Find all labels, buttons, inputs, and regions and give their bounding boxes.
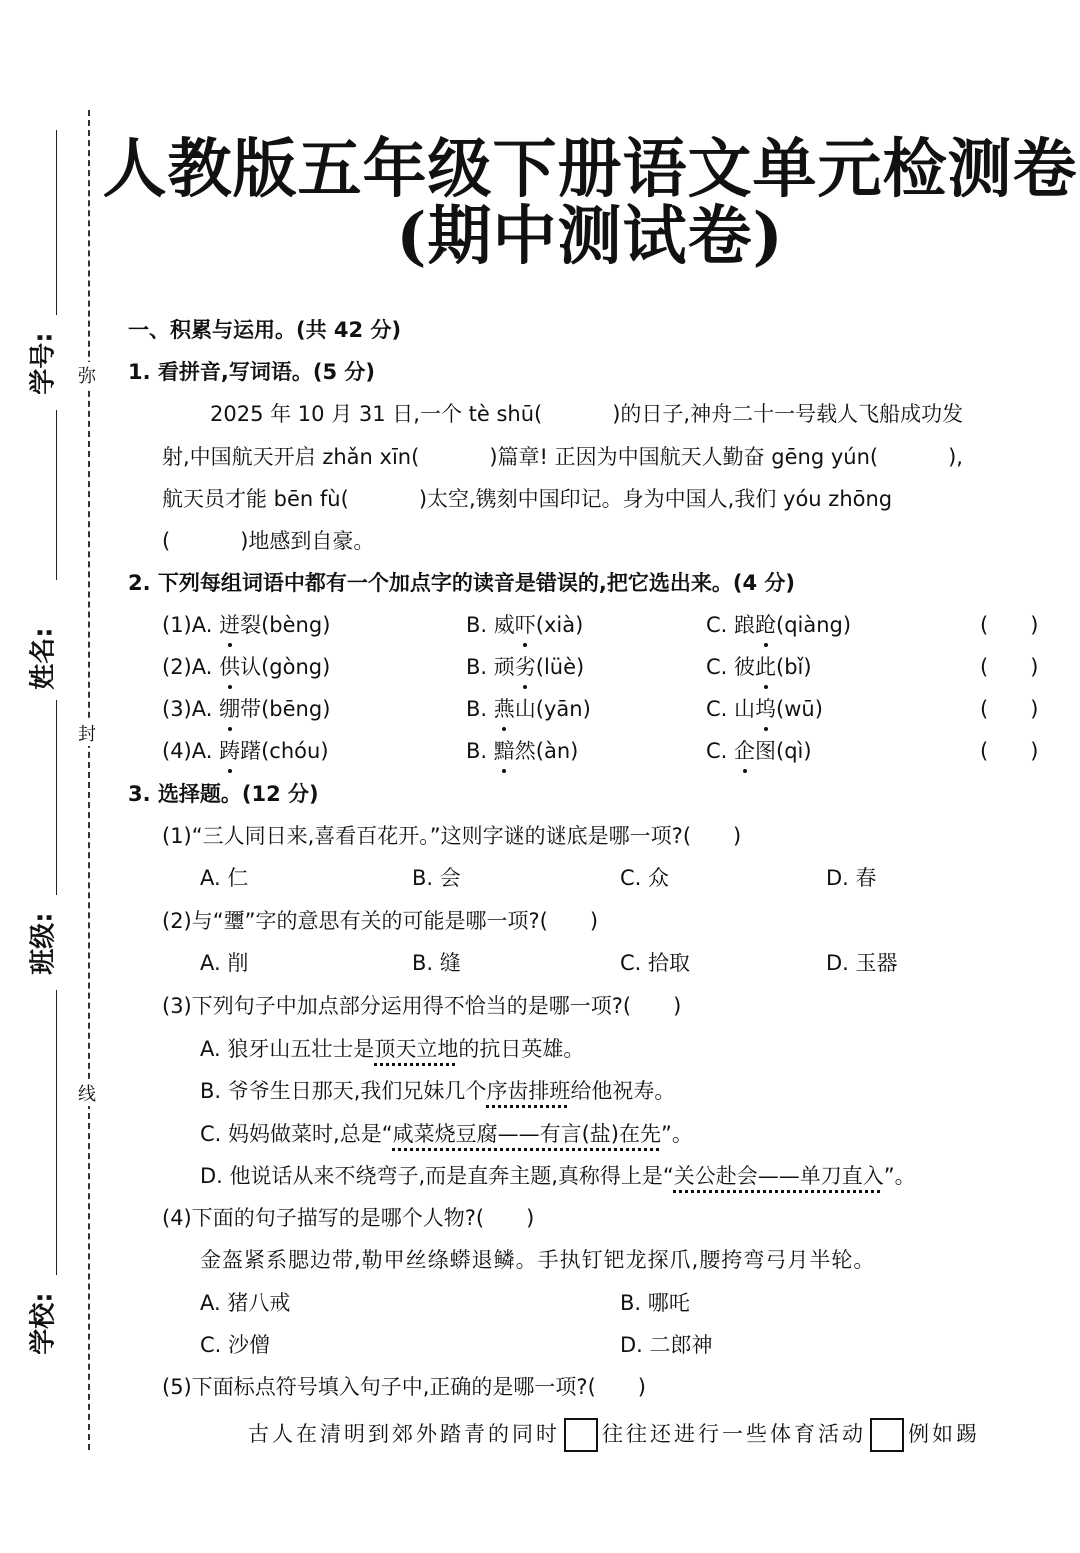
q2-row-num: (2)A. [162, 655, 213, 679]
option-text: B. 威 [466, 613, 515, 637]
q2-row-2-a [162, 651, 330, 681]
q3-1-option-b[interactable]: B. 会 [412, 866, 461, 890]
option-text: 带(bēng) [240, 697, 331, 721]
option-text: ”。 [883, 1164, 916, 1188]
q3-4-option-a[interactable]: A. 猪八戒 [200, 1291, 291, 1315]
option-text: C. 踉 [706, 613, 756, 637]
option-text: 认(gòng) [240, 655, 331, 679]
option-text: 裂(bèng) [240, 613, 331, 637]
q3-3-option-c[interactable] [200, 1118, 693, 1148]
q3-1-option-a[interactable]: A. 仁 [200, 866, 249, 890]
punctuation-box-1[interactable] [564, 1418, 598, 1452]
option-text: (qiàng) [776, 613, 852, 637]
q2-row-num: (4)A. [162, 739, 213, 763]
sidebar-label-xuexiao: 学校: [28, 1292, 59, 1355]
q3-5-question: (5)下面标点符号填入句子中,正确的是哪一项?( ) [162, 1375, 646, 1399]
q1-heading: 1. 看拼音,写词语。(5 分) [128, 360, 375, 384]
q2-row-1-c [706, 609, 851, 639]
sidebar-label-banji: 班级: [28, 912, 59, 975]
q2-row-2-b [466, 651, 584, 681]
q3-3-question: (3)下列句子中加点部分运用得不恰当的是哪一项?( ) [162, 994, 682, 1018]
option-text: C. 妈妈做菜时,总是“ [200, 1122, 393, 1146]
q2-row-4-a [162, 735, 329, 765]
q2-row-4-b [466, 735, 578, 765]
q2-row-2-c [706, 651, 812, 681]
dotted-char: 踌 [219, 735, 240, 765]
option-text: B. 顽 [466, 655, 515, 679]
q1-text-3b: )太空,镌刻中国印记。身为中国人,我们 yóu zhōng [418, 487, 893, 511]
q3-2-question: (2)与“瓕”字的意思有关的可能是哪一项?( ) [162, 909, 599, 933]
dotted-char: 迸 [219, 609, 240, 639]
page-subtitle: (期中测试卷) [396, 199, 784, 274]
q3-3-option-d[interactable] [200, 1160, 916, 1190]
q1-text-2b: )篇章! 正因为中国航天人勤奋 gēng yún( [489, 445, 879, 469]
option-text: A. 狼牙山五壮士是 [200, 1037, 375, 1061]
q1-text-4a: ( [162, 529, 171, 553]
q1-line4 [162, 525, 374, 555]
option-text: (lüè) [535, 655, 585, 679]
q3-2-option-c[interactable]: C. 拾取 [620, 951, 691, 975]
sidebar-label-xuehao: 学号: [28, 332, 59, 395]
q2-heading: 2. 下列每组词语中都有一个加点字的读音是错误的,把它选出来。(4 分) [128, 571, 795, 595]
q3-4-question: (4)下面的句子描写的是哪个人物?( ) [162, 1206, 535, 1230]
option-text: 给他祝寿。 [570, 1079, 676, 1103]
option-text: 山(yān) [514, 697, 591, 721]
option-text: B. [466, 697, 494, 721]
sentence-text: 古人在清明到郊外踏青的同时 [248, 1422, 560, 1446]
q3-1-question: (1)“三人同日来,喜看百花开。”这则字谜的谜底是哪一项?( ) [162, 824, 742, 848]
dotted-char: 劣 [515, 651, 536, 681]
q1-text-2c: ), [948, 445, 963, 469]
dotted-char: 绷 [219, 693, 240, 723]
q3-1-option-d[interactable]: D. 春 [826, 866, 877, 890]
q1-text-1b: )的日子,神舟二十一号载人飞船成功发 [612, 402, 964, 426]
q3-heading: 3. 选择题。(12 分) [128, 782, 319, 806]
option-text: 躇(chóu) [240, 739, 329, 763]
punctuation-box-2[interactable] [870, 1418, 904, 1452]
dotted-char: 燕 [494, 693, 515, 723]
seal-char-mi: 弥 [78, 362, 96, 388]
marked-phrase: 关公赴会——单刀直入 [673, 1164, 884, 1188]
seal-char-feng: 封 [78, 720, 96, 746]
q3-4-option-d[interactable]: D. 二郎神 [620, 1333, 713, 1357]
q2-row-num: (3)A. [162, 697, 213, 721]
q1-text-1a: 2025 年 10 月 31 日,一个 tè shū( [210, 402, 543, 426]
option-text: B. [466, 739, 494, 763]
seal-line [88, 110, 90, 1450]
option-text: (xià) [535, 613, 584, 637]
dotted-char: 黯 [494, 735, 515, 765]
q1-text-4b: )地感到自豪。 [240, 529, 375, 553]
q1-line2 [162, 441, 963, 471]
q2-row-4-answer[interactable]: ( ) [980, 739, 1039, 763]
dotted-char: 跄 [755, 609, 776, 639]
option-text: C. [706, 739, 735, 763]
sidebar-label-xingming: 姓名: [28, 627, 59, 690]
dotted-char: 供 [219, 651, 240, 681]
q2-row-3-b [466, 693, 591, 723]
marked-phrase: 序齿排班 [486, 1079, 571, 1103]
q2-row-4-c [706, 735, 812, 765]
q2-row-3-answer[interactable]: ( ) [980, 697, 1039, 721]
dotted-char: 坞 [755, 693, 776, 723]
option-text: 的抗日英雄。 [458, 1037, 585, 1061]
q3-5-sentence [248, 1418, 980, 1452]
q3-4-option-c[interactable]: C. 沙僧 [200, 1333, 271, 1357]
q3-2-option-d[interactable]: D. 玉器 [826, 951, 898, 975]
q2-row-num: (1)A. [162, 613, 213, 637]
q2-row-3-c [706, 693, 823, 723]
q3-1-option-c[interactable]: C. 众 [620, 866, 670, 890]
q1-text-2a: 射,中国航天开启 zhǎn xīn( [162, 445, 420, 469]
sidebar-line-banji [56, 700, 57, 895]
dotted-char: 吓 [515, 609, 536, 639]
q2-row-3-a [162, 693, 330, 723]
dotted-char: 企 [734, 735, 755, 765]
q3-3-option-b[interactable] [200, 1075, 675, 1105]
option-text: 然(àn) [514, 739, 579, 763]
sidebar-line-xuexiao [56, 990, 57, 1275]
option-text: 图(qì) [755, 739, 812, 763]
section-heading: 一、积累与运用。(共 42 分) [128, 318, 402, 342]
option-text: C. 彼 [706, 655, 756, 679]
option-text: ”。 [660, 1122, 693, 1146]
q3-2-option-a[interactable]: A. 削 [200, 951, 249, 975]
option-text: (bǐ) [776, 655, 812, 679]
dotted-char: 此 [755, 651, 776, 681]
marked-phrase: 顶天立地 [374, 1037, 459, 1061]
option-text: C. 山 [706, 697, 756, 721]
seal-char-xian: 线 [78, 1080, 96, 1106]
q3-4-option-b[interactable]: B. 哪吒 [620, 1291, 690, 1315]
page-title: 人教版五年级下册语文单元检测卷 [102, 132, 1078, 207]
q2-row-1-b [466, 609, 583, 639]
q3-3-option-a[interactable] [200, 1033, 584, 1063]
option-text: D. 他说话从来不绕弯子,而是直奔主题,真称得上是“ [200, 1164, 674, 1188]
sidebar-line-xingming [56, 410, 57, 580]
q3-2-option-b[interactable]: B. 缝 [412, 951, 461, 975]
q2-row-1-answer[interactable]: ( ) [980, 613, 1039, 637]
q3-4-quote: 金盔紧系腮边带,勒甲丝绦蟒退鳞。手执钉钯龙探爪,腰挎弯弓月半轮。 [200, 1248, 876, 1272]
option-text: B. 爷爷生日那天,我们兄妹几个 [200, 1079, 487, 1103]
sentence-text: 往往还进行一些体育活动 [602, 1422, 866, 1446]
q1-line3 [162, 483, 892, 513]
q1-line1 [210, 398, 963, 428]
sentence-text: 例如踢 [908, 1422, 980, 1446]
q2-row-2-answer[interactable]: ( ) [980, 655, 1039, 679]
q2-row-1-a [162, 609, 330, 639]
marked-phrase: 咸菜烧豆腐——有言(盐)在先 [392, 1122, 661, 1146]
q1-text-3a: 航天员才能 bēn fù( [162, 487, 349, 511]
option-text: (wū) [776, 697, 823, 721]
